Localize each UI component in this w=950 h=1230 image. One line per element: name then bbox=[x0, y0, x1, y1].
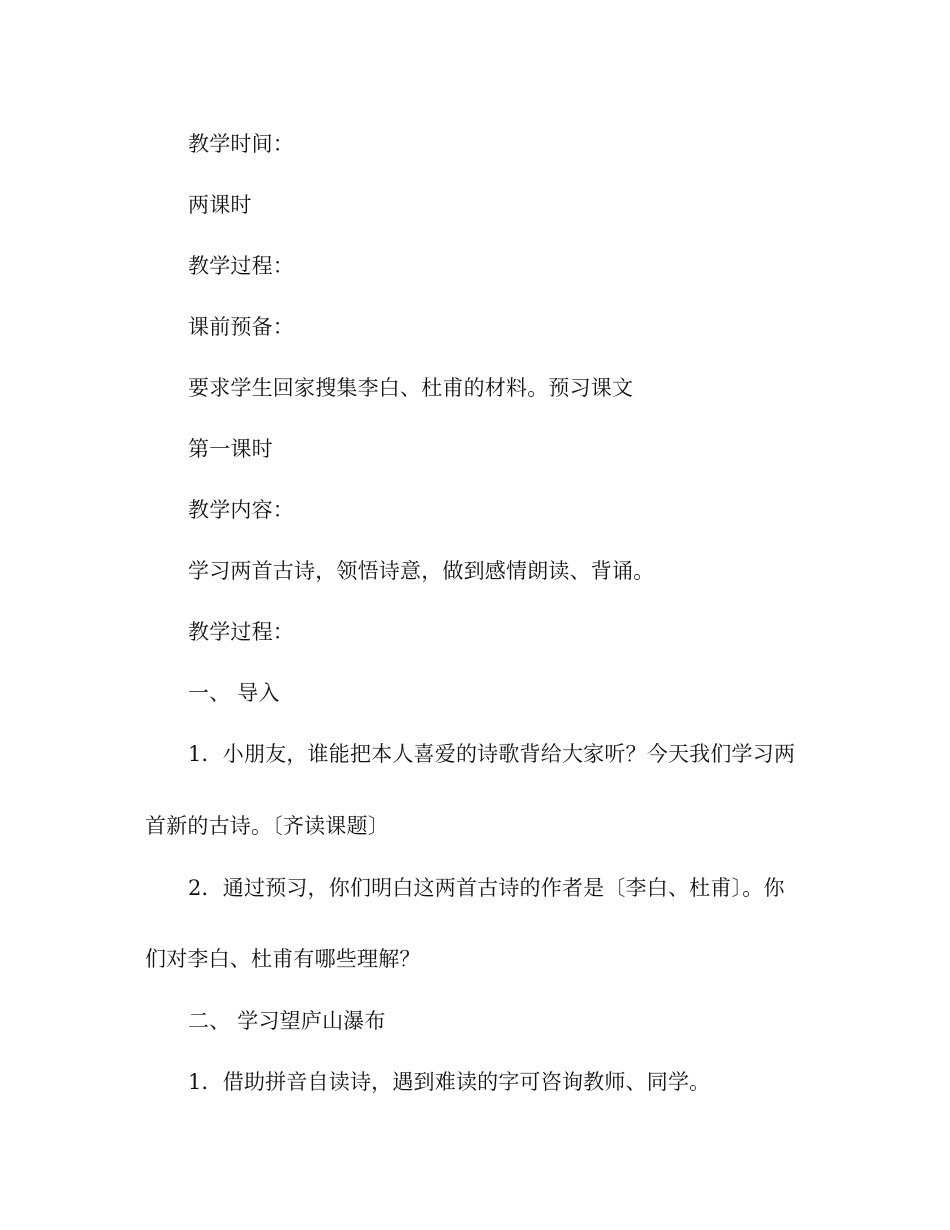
text-line: 教学过程： bbox=[188, 620, 294, 644]
text-line: 课前预备： bbox=[188, 315, 294, 339]
text-line: 二、 学习望庐山瀑布 bbox=[188, 1009, 386, 1033]
text-line: 一、 导入 bbox=[188, 681, 280, 705]
text-line: 教学时间： bbox=[188, 132, 294, 156]
text-line: 们对李白、杜甫有哪些理解？ bbox=[145, 947, 421, 971]
text-line: 教学过程： bbox=[188, 254, 294, 278]
text-line: 第一课时 bbox=[188, 437, 273, 461]
text-line: 学习两首古诗，领悟诗意，做到感情朗读、背诵。 bbox=[188, 559, 655, 583]
text-line: 1．小朋友，谁能把本人喜爱的诗歌背给大家听？今天我们学习两 bbox=[188, 742, 796, 766]
text-line: 2．通过预习，你们明白这两首古诗的作者是〔李白、杜甫〕。你 bbox=[188, 876, 785, 900]
text-line: 两课时 bbox=[188, 193, 252, 217]
text-line: 教学内容： bbox=[188, 498, 294, 522]
text-line: 首新的古诗。〔齐读课题〕 bbox=[145, 814, 389, 838]
text-line: 要求学生回家搜集李白、杜甫的材料。预习课文 bbox=[188, 376, 634, 400]
text-line: 1．借助拼音自读诗，遇到难读的字可咨询教师、同学。 bbox=[188, 1070, 711, 1094]
